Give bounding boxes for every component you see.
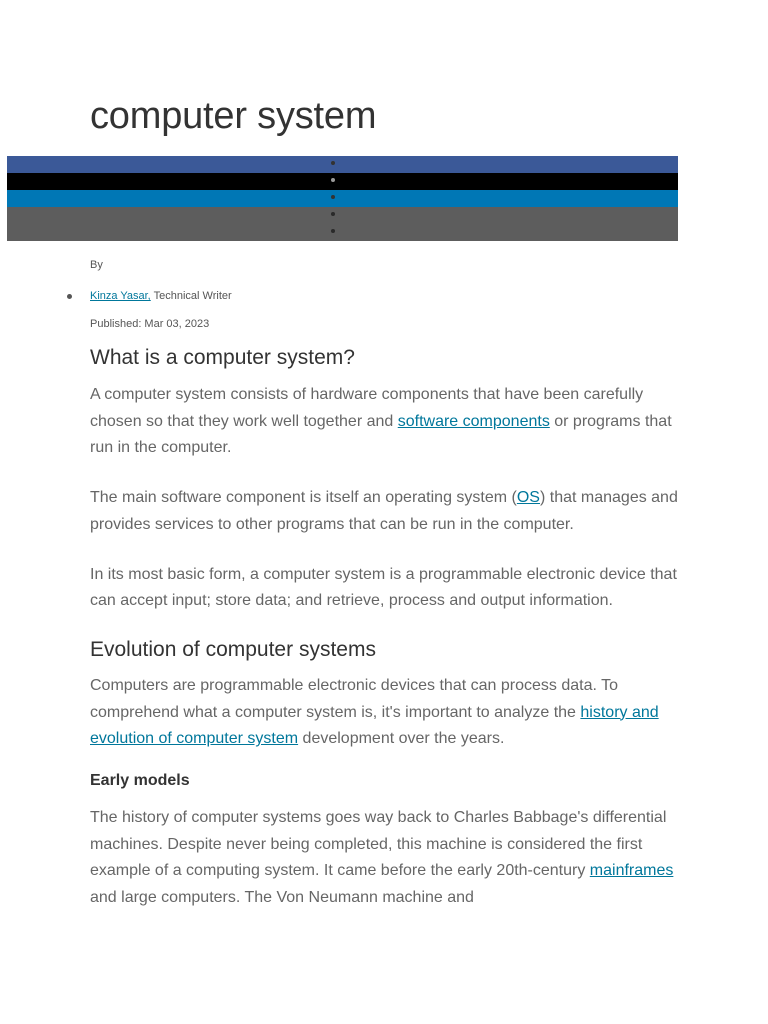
list-bullet-icon	[331, 178, 335, 182]
subheading-early-models: Early models	[90, 772, 190, 790]
bullet-icon	[67, 294, 72, 299]
paragraph-text: The history of computer systems goes way back to Charles Babbage's differential machines. Despite never being completed, this machine is considered the first example of a computing system. It came before the early 20th-century	[90, 809, 667, 880]
paragraph-basic-form: In its most basic form, a computer system is a programmable electronic device that can accept input; store data; and retrieve, process and output information.	[90, 565, 677, 610]
share-twitter-button[interactable]	[7, 173, 678, 190]
paragraph-os	[90, 485, 680, 538]
paragraph-text: ) that manages and provides services to other programs that can be run in the computer.	[90, 489, 678, 533]
page-title: computer system	[90, 95, 377, 137]
author-list	[90, 290, 232, 302]
paragraph-text: Computers are programmable electronic devices that can process data. To comprehend what a computer system is, it's important to analyze the	[90, 676, 618, 721]
paragraph-text: or programs that run in the computer.	[90, 412, 672, 457]
paragraph-definition	[90, 382, 680, 462]
share-email-button[interactable]	[7, 224, 678, 241]
os-link[interactable]: OS	[516, 489, 540, 507]
paragraph-early-models	[90, 805, 680, 912]
share-reddit-button[interactable]	[7, 207, 678, 224]
share-linkedin-button[interactable]	[7, 190, 678, 207]
list-bullet-icon	[331, 212, 335, 216]
author-link[interactable]: Kinza Yasar,	[90, 290, 151, 302]
list-bullet-icon	[331, 229, 335, 233]
paragraph-evolution	[90, 673, 680, 753]
article-body	[90, 343, 680, 912]
software-components-link[interactable]: software components	[397, 412, 550, 430]
paragraph-text: and large computers. The Von Neumann machine and	[90, 889, 474, 907]
paragraph-text: development over the years.	[298, 730, 505, 748]
author-item	[90, 290, 232, 302]
section-heading-what-is: What is a computer system?	[90, 346, 355, 369]
paragraph-text: A computer system consists of hardware components that have been carefully chosen so that they work well together and	[90, 386, 644, 430]
list-bullet-icon	[331, 161, 335, 165]
section-heading-evolution: Evolution of computer systems	[90, 637, 376, 661]
share-facebook-button[interactable]	[7, 156, 678, 173]
mainframes-link[interactable]: mainframes	[589, 862, 674, 880]
published-date: Published: Mar 03, 2023	[90, 318, 210, 330]
byline-by-label: By	[90, 259, 103, 271]
list-bullet-icon	[331, 195, 335, 199]
author-role: Technical Writer	[150, 290, 232, 302]
paragraph-text: The main software component is itself an operating system (	[90, 489, 517, 507]
history-evolution-link[interactable]: history and evolution of computer system	[90, 703, 659, 748]
social-share-bar	[7, 156, 678, 241]
